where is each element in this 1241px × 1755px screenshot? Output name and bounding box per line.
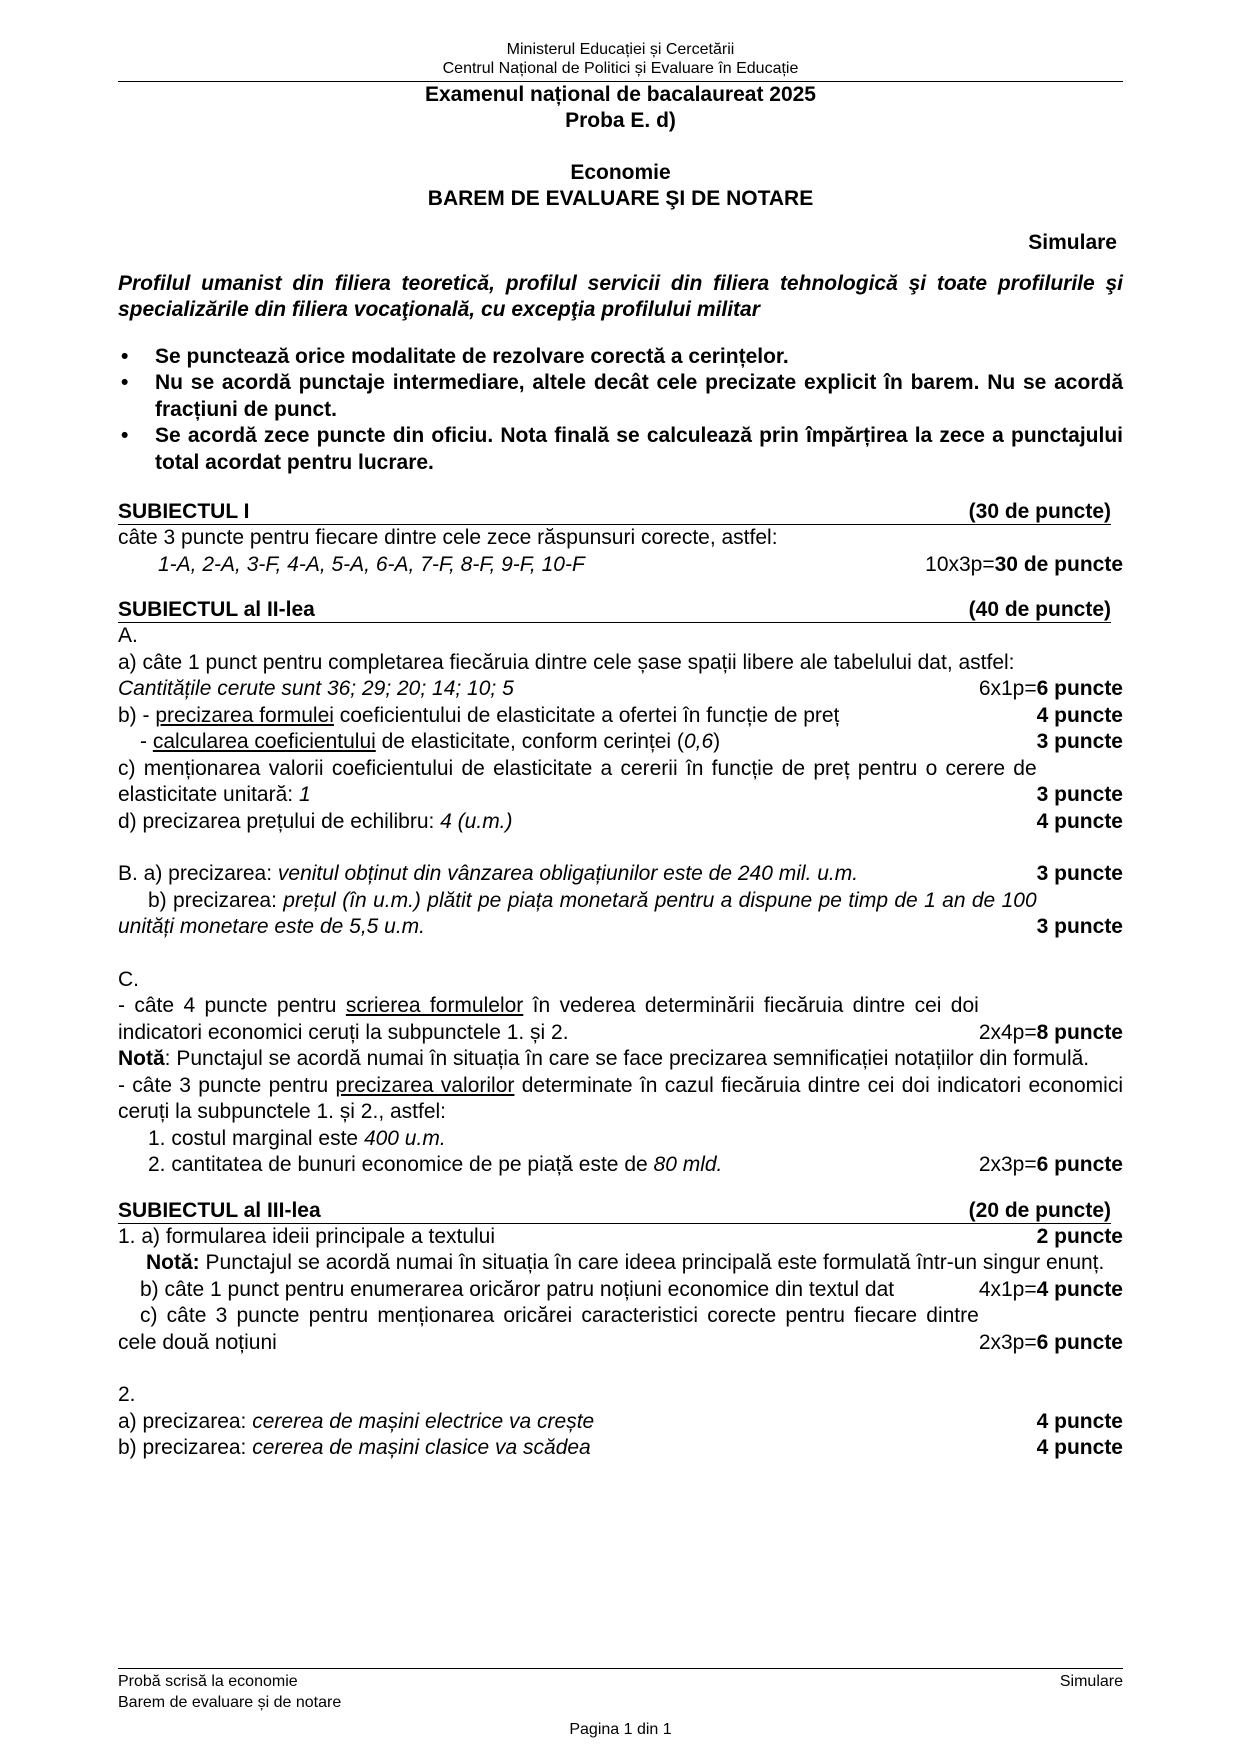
item-text: a) precizarea: [118, 1409, 253, 1433]
item-text: b) precizarea: [148, 888, 284, 912]
note-label: Notă [118, 1047, 165, 1070]
section-3-q1c-row [118, 1303, 1123, 1356]
section-3-q2a-row [118, 1409, 1123, 1436]
score: 4 puncte [1036, 1277, 1123, 1301]
item-text: b) precizarea: [118, 1436, 253, 1459]
section-1-score: 30 de puncte [994, 552, 1123, 576]
score: 6 puncte [1036, 1330, 1123, 1354]
section-3-q2-label: 2. [118, 1383, 136, 1406]
score: 4 puncte [1036, 809, 1123, 833]
section-1-title: SUBIECTUL I [118, 500, 250, 523]
section-1-answers: 1-A, 2-A, 3-F, 4-A, 5-A, 6-A, 7-F, 8-F, 9-F, 10-F [158, 552, 585, 576]
item-text: b) câte 1 punct pentru enumerarea oricăror patru noțiuni economice din textul dat [140, 1277, 895, 1301]
section-3-heading [118, 1199, 1111, 1224]
section-2-points: (40 de puncte) [968, 598, 1111, 621]
page-footer [118, 1668, 1123, 1740]
item-value: prețul (în u.m.) plătit pe piața monetară pentru a dispune pe timp de 1 an de 100 unități monetare este de 5,5 u.m. [118, 888, 1037, 938]
part-c-value-1 [118, 1126, 1123, 1153]
part-a-item-d-row [118, 809, 1123, 836]
item-value: 400 u.m. [363, 1126, 446, 1150]
score-formula: 2x3p= [978, 1330, 1037, 1354]
note-text: : Punctajul se acordă numai în situația în care se face precizarea semnificației notațiilor din formulă. [164, 1047, 1090, 1070]
item-text: de elasticitate, conform cerinței ( [375, 730, 684, 753]
part-a-item-c-row [118, 756, 1123, 809]
item-text: 2. cantitatea de bunuri economice de pe piață este de [148, 1153, 654, 1176]
item-text: determinate în cazul fiecăruia dintre cei doi indicatori economici ceruți la subpunctele 1. și 2., astfel: [118, 1073, 1123, 1123]
note-label: Notă: [146, 1251, 200, 1274]
item-text: în vederea determinării fiecăruia dintre cei doi indicatori economici ceruți la subpunctele 1. și 2. [118, 994, 979, 1044]
part-b-item-b-row [118, 888, 1123, 941]
part-a-item-a-answer-row [118, 676, 1123, 703]
section-2-heading [118, 598, 1111, 623]
item-text: ) [713, 730, 721, 753]
item-value: venitul obținut din vânzarea obligațiunilor este de 240 mil. u.m. [277, 862, 859, 885]
underlined-text: calcularea coeficientului [152, 730, 376, 753]
item-value: cererea de mașini electrice va crește [252, 1409, 595, 1433]
item-text: 1. a) formularea ideii principale a textului [118, 1224, 496, 1248]
part-a-item-b1-row [118, 703, 1123, 730]
proba-title: Proba E. d) [565, 109, 676, 132]
part-a-label: A. [118, 624, 138, 647]
note-text: Punctajul se acordă numai în situația în care ideea principală este formulată într-un singur enunț. [199, 1251, 1105, 1274]
section-3-q1b-row [118, 1277, 1123, 1304]
score: 8 puncte [1036, 1020, 1123, 1044]
document-page [118, 40, 1123, 1740]
score: 6 puncte [1036, 1153, 1123, 1176]
item-prefix: - [140, 730, 153, 753]
item-prefix: b) - [118, 703, 156, 727]
item-text: c) menționarea valorii coeficientului de elasticitate a cererii în funcție de preț pentru o cerere de elasticitate unitară: [118, 756, 1037, 806]
rule-item: • Nu se acordă punctaje intermediare, altele decât cele precizate explicit în barem. Nu se acordă fracțiuni de punct. [118, 370, 1123, 423]
item-text: 1. costul marginal este [148, 1126, 364, 1150]
score-formula: 10x3p= [925, 552, 995, 576]
item-text: c) câte 3 puncte pentru menționarea oricărei caracteristici corecte pentru fiecare dintre cele două noțiuni [118, 1304, 979, 1354]
part-c-note [118, 1046, 1123, 1073]
part-c-item-2 [118, 1073, 1123, 1126]
score: 3 puncte [1036, 783, 1123, 806]
subject-title: Economie [570, 161, 671, 184]
exam-title: Examenul național de bacalaureat 2025 [424, 83, 816, 106]
session-label: Simulare [1028, 231, 1117, 254]
footer-right-1: Simulare [1059, 1673, 1123, 1690]
item-value: cererea de mașini clasice va scădea [252, 1436, 591, 1459]
section-3-q1a-row [118, 1224, 1123, 1251]
item-text: d) precizarea prețului de echilibru: [118, 809, 441, 833]
score: 6 puncte [1036, 677, 1123, 700]
item-text: coeficientului de elasticitate a ofertei în funcție de preț [333, 703, 840, 727]
section-1-heading [118, 500, 1111, 525]
ministry-header [118, 40, 1123, 78]
part-a-item-a: a) câte 1 punct pentru completarea fiecăruia dintre cele șase spații libere ale tabelului dat, astfel: [118, 650, 1015, 674]
item-value: 0,6 [683, 730, 714, 753]
item-value: 4 (u.m.) [440, 809, 513, 833]
section-3-title: SUBIECTUL al III-lea [118, 1198, 321, 1222]
section-3-note [118, 1250, 1123, 1277]
section-3-q2b-row [118, 1435, 1123, 1462]
part-c-label: C. [118, 967, 139, 991]
score-formula: 2x4p= [978, 1020, 1037, 1044]
rule-item: • Se punctează orice modalitate de rezolvare corectă a cerințelor. [118, 344, 1123, 371]
section-1-intro: câte 3 puncte pentru fiecare dintre cele zece răspunsuri corecte, astfel: [118, 526, 778, 549]
underlined-text: scrierea formulelor [345, 994, 524, 1017]
score-formula: 6x1p= [978, 677, 1037, 700]
barem-title: BAREM DE EVALUARE ŞI DE NOTARE [427, 187, 814, 210]
part-c-item-1-row [118, 993, 1123, 1046]
score: 4 puncte [1036, 1436, 1123, 1459]
rules-list [118, 344, 1123, 477]
item-value: 80 mld. [653, 1153, 723, 1176]
section-1-answers-row [118, 552, 1123, 579]
item-text: - câte 3 puncte pentru [118, 1073, 336, 1097]
score: 4 puncte [1036, 1409, 1123, 1433]
section-3-points: (20 de puncte) [968, 1198, 1111, 1222]
part-b-item-a-row [118, 861, 1123, 888]
score-formula: 4x1p= [978, 1277, 1037, 1301]
part-a-item-b2-row [118, 729, 1123, 756]
underlined-text: precizarea valorilor [335, 1073, 515, 1097]
footer-left-2: Barem de evaluare și de notare [118, 1694, 342, 1711]
part-c-value-2-row [118, 1152, 1123, 1179]
profile-text: Profilul umanist din filiera teoretică, profilul servicii din filiera tehnologică şi toate profilurile şi specializările din filiera vocaţională, cu excepţia profilului militar [118, 271, 1123, 321]
underlined-text: precizarea formulei [155, 703, 334, 727]
score-formula: 2x3p= [978, 1153, 1037, 1176]
score: 3 puncte [1036, 862, 1123, 885]
section-1-points: (30 de puncte) [968, 500, 1111, 523]
rule-item: • Se acordă zece puncte din oficiu. Nota finală se calculează prin împărțirea la zece a punctajului total acordat pentru lucrare. [118, 423, 1123, 476]
section-2-title: SUBIECTUL al II-lea [118, 598, 315, 621]
score: 3 puncte [1036, 730, 1123, 753]
item-value: 1 [298, 783, 311, 806]
footer-left-1: Probă scrisă la economie [118, 1673, 298, 1690]
footer-divider [118, 1668, 1123, 1669]
item-text: B. a) precizarea: [118, 862, 278, 885]
score: 3 puncte [1036, 915, 1123, 938]
ministry-name: Ministerul Educației și Cercetării [506, 41, 735, 58]
page-number: Pagina 1 din 1 [569, 1721, 672, 1738]
center-name: Centrul Național de Politici și Evaluare în Educație [442, 60, 799, 77]
score: 2 puncte [1036, 1224, 1123, 1248]
score: 4 puncte [1036, 703, 1123, 727]
item-text: - câte 4 puncte pentru [118, 994, 346, 1017]
part-a-item-a-answer: Cantitățile cerute sunt 36; 29; 20; 14; 10; 5 [118, 677, 514, 700]
